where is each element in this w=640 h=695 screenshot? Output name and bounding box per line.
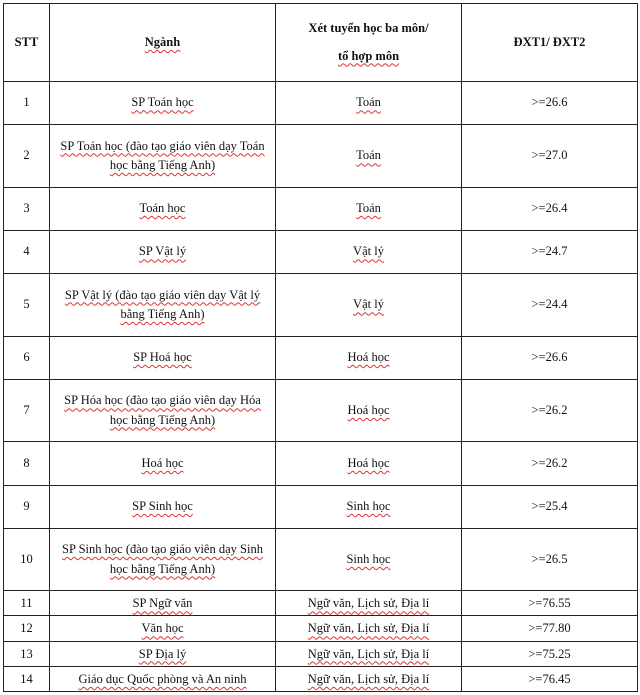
cell-dxt: >=26.6 xyxy=(462,336,638,379)
cell-nganh xyxy=(50,641,276,666)
cell-mon xyxy=(276,82,462,125)
table-row xyxy=(4,187,638,230)
header-dxt: ĐXT1/ ĐXT2 xyxy=(462,4,638,82)
cell-nganh-text: SP Địa lý xyxy=(138,646,187,661)
cell-nganh-text: SP Toán học (đào tạo giáo viên dạy Toán học bằng Tiếng Anh) xyxy=(60,138,265,172)
table-header-row xyxy=(4,4,638,82)
cell-nganh xyxy=(50,274,276,336)
cell-nganh-text: SP Vật lý xyxy=(138,244,187,259)
header-nganh-text: Ngành xyxy=(144,34,181,49)
cell-stt: 1 xyxy=(4,82,50,125)
cell-nganh xyxy=(50,616,276,641)
table-row xyxy=(4,336,638,379)
cell-nganh xyxy=(50,82,276,125)
cell-mon-text: Sinh học xyxy=(346,551,391,566)
cell-nganh xyxy=(50,125,276,187)
table-row xyxy=(4,274,638,336)
cell-mon-text: Sinh học xyxy=(346,499,391,514)
cell-mon xyxy=(276,379,462,441)
cell-nganh-text: SP Vật lý (đào tạo giáo viên dạy Vật lý bằng Tiếng Anh) xyxy=(64,287,261,321)
cell-mon-text: Hoá học xyxy=(347,455,390,470)
cell-stt: 6 xyxy=(4,336,50,379)
cell-dxt: >=25.4 xyxy=(462,485,638,528)
cell-dxt: >=26.4 xyxy=(462,187,638,230)
table-row xyxy=(4,230,638,273)
table-row xyxy=(4,82,638,125)
table-row xyxy=(4,641,638,666)
cell-nganh xyxy=(50,336,276,379)
cell-mon xyxy=(276,528,462,590)
header-xet-tuyen xyxy=(276,4,462,82)
cell-dxt: >=77.80 xyxy=(462,616,638,641)
cell-mon xyxy=(276,666,462,691)
header-nganh xyxy=(50,4,276,82)
cell-nganh-text: Giáo dục Quốc phòng và An ninh xyxy=(78,671,247,686)
header-stt: STT xyxy=(4,4,50,82)
cell-mon-text: Ngữ văn, Lịch sử, Địa lí xyxy=(307,596,430,611)
cell-mon xyxy=(276,187,462,230)
cell-dxt: >=76.55 xyxy=(462,591,638,616)
cell-nganh xyxy=(50,591,276,616)
cell-dxt: >=24.7 xyxy=(462,230,638,273)
cell-mon-text: Toán xyxy=(356,201,381,216)
cell-mon xyxy=(276,641,462,666)
cell-mon-text: Toán xyxy=(356,95,381,110)
table-body xyxy=(4,82,638,692)
cell-dxt: >=26.2 xyxy=(462,442,638,485)
cell-stt: 13 xyxy=(4,641,50,666)
table-row xyxy=(4,485,638,528)
cell-mon xyxy=(276,274,462,336)
cell-stt: 5 xyxy=(4,274,50,336)
admission-scores-table xyxy=(3,3,638,692)
cell-mon-text: Vật lý xyxy=(353,297,384,312)
cell-nganh xyxy=(50,528,276,590)
cell-stt: 2 xyxy=(4,125,50,187)
cell-mon-text: Ngữ văn, Lịch sử, Địa lí xyxy=(307,671,430,686)
cell-mon-text: Toán xyxy=(356,148,381,163)
cell-dxt: >=75.25 xyxy=(462,641,638,666)
cell-nganh xyxy=(50,485,276,528)
cell-dxt: >=26.5 xyxy=(462,528,638,590)
header-xet-tuyen-line2 xyxy=(282,47,455,66)
cell-nganh-text: SP Hoá học xyxy=(133,350,192,365)
cell-stt: 11 xyxy=(4,591,50,616)
cell-nganh xyxy=(50,666,276,691)
cell-mon xyxy=(276,485,462,528)
cell-mon xyxy=(276,591,462,616)
cell-nganh-text: Văn học xyxy=(141,621,184,636)
cell-nganh-text: SP Ngữ văn xyxy=(132,596,193,611)
cell-stt: 3 xyxy=(4,187,50,230)
cell-nganh-text: SP Hóa học (đào tạo giáo viên dạy Hóa học bằng Tiếng Anh) xyxy=(64,393,261,427)
cell-stt: 7 xyxy=(4,379,50,441)
table-row xyxy=(4,379,638,441)
cell-dxt: >=26.2 xyxy=(462,379,638,441)
cell-nganh xyxy=(50,187,276,230)
table-row xyxy=(4,666,638,691)
cell-stt: 14 xyxy=(4,666,50,691)
cell-stt: 9 xyxy=(4,485,50,528)
header-xet-tuyen-line2-text: tổ hợp môn xyxy=(337,48,400,63)
header-xet-tuyen-line1: Xét tuyển học ba môn/ xyxy=(308,21,429,36)
cell-nganh xyxy=(50,379,276,441)
cell-dxt: >=76.45 xyxy=(462,666,638,691)
cell-nganh xyxy=(50,442,276,485)
cell-mon xyxy=(276,616,462,641)
table-row xyxy=(4,528,638,590)
cell-nganh-text: SP Sinh học (đào tạo giáo viên dạy Sinh học bằng Tiếng Anh) xyxy=(62,542,263,576)
cell-stt: 8 xyxy=(4,442,50,485)
cell-mon-text: Vật lý xyxy=(353,244,384,259)
cell-stt: 4 xyxy=(4,230,50,273)
table-row xyxy=(4,616,638,641)
cell-dxt: >=24.4 xyxy=(462,274,638,336)
cell-stt: 12 xyxy=(4,616,50,641)
cell-nganh-text: SP Sinh học xyxy=(132,499,193,514)
cell-nganh-text: Hoá học xyxy=(141,455,184,470)
table-row xyxy=(4,591,638,616)
cell-dxt: >=26.6 xyxy=(462,82,638,125)
table-row xyxy=(4,442,638,485)
cell-nganh-text: Toán học xyxy=(139,201,186,216)
cell-mon xyxy=(276,125,462,187)
cell-mon-text: Ngữ văn, Lịch sử, Địa lí xyxy=(307,621,430,636)
cell-nganh-text: SP Toán học xyxy=(131,95,194,110)
cell-mon-text: Hoá học xyxy=(347,350,390,365)
table-row xyxy=(4,125,638,187)
cell-mon-text: Ngữ văn, Lịch sử, Địa lí xyxy=(307,646,430,661)
cell-mon xyxy=(276,336,462,379)
cell-mon xyxy=(276,442,462,485)
cell-mon-text: Hoá học xyxy=(347,402,390,417)
cell-stt: 10 xyxy=(4,528,50,590)
cell-dxt: >=27.0 xyxy=(462,125,638,187)
cell-mon xyxy=(276,230,462,273)
cell-nganh xyxy=(50,230,276,273)
